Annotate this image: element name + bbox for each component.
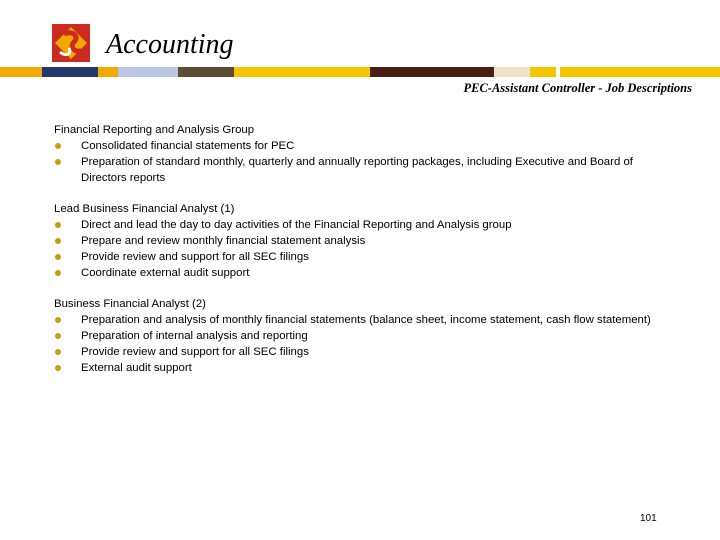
list-item xyxy=(54,138,674,154)
section-financial-reporting-group xyxy=(54,122,674,186)
list-item xyxy=(54,312,674,328)
bullet-icon xyxy=(55,349,61,355)
bullet-icon xyxy=(55,333,61,339)
bullet-icon xyxy=(55,317,61,323)
stripe-segment xyxy=(234,67,370,77)
bullet-list xyxy=(54,312,674,376)
page-number: 101 xyxy=(640,513,657,524)
list-item-text: Preparation of internal analysis and reporting xyxy=(81,330,308,342)
stripe-segment xyxy=(178,67,234,77)
bullet-icon xyxy=(55,270,61,276)
stripe-segment xyxy=(42,67,98,77)
stripe-segment xyxy=(530,67,556,77)
bullet-icon xyxy=(55,222,61,228)
section-lead-business-financial-analyst xyxy=(54,201,674,281)
page-subtitle: PEC-Assistant Controller - Job Descriptions xyxy=(463,81,692,95)
list-item-text: Consolidated financial statements for PEC xyxy=(81,140,295,152)
list-item xyxy=(54,154,674,186)
list-item xyxy=(54,360,674,376)
section-business-financial-analyst xyxy=(54,296,674,376)
color-stripe xyxy=(0,67,720,77)
bullet-icon xyxy=(55,365,61,371)
bullet-icon xyxy=(55,238,61,244)
job-descriptions xyxy=(54,122,674,391)
bullet-list xyxy=(54,138,674,186)
list-item xyxy=(54,328,674,344)
list-item-text: Coordinate external audit support xyxy=(81,267,250,279)
page-title: Accounting xyxy=(106,29,234,60)
list-item xyxy=(54,265,674,281)
list-item xyxy=(54,249,674,265)
stripe-segment xyxy=(0,67,42,77)
list-item xyxy=(54,217,674,233)
list-item-text: Provide review and support for all SEC filings xyxy=(81,346,309,358)
bullet-icon xyxy=(55,254,61,260)
list-item-text: Provide review and support for all SEC filings xyxy=(81,251,309,263)
bullet-list xyxy=(54,217,674,281)
list-item xyxy=(54,344,674,360)
stripe-segment xyxy=(98,67,118,77)
stripe-segment xyxy=(118,67,178,77)
list-item-text: External audit support xyxy=(81,362,192,374)
section-title: Lead Business Financial Analyst (1) xyxy=(54,203,235,215)
list-item-text: Preparation of standard monthly, quarterly and annually reporting packages, including Executive and Board of Directors reports xyxy=(81,156,633,184)
list-item xyxy=(54,233,674,249)
bullet-icon xyxy=(55,159,61,165)
company-logo xyxy=(52,24,90,62)
section-title: Financial Reporting and Analysis Group xyxy=(54,124,255,136)
list-item-text: Prepare and review monthly financial statement analysis xyxy=(81,235,366,247)
stripe-segment xyxy=(494,67,530,77)
section-title: Business Financial Analyst (2) xyxy=(54,298,206,310)
list-item-text: Direct and lead the day to day activities of the Financial Reporting and Analysis group xyxy=(81,219,512,231)
stripe-segment xyxy=(370,67,494,77)
stripe-segment xyxy=(560,67,720,77)
bullet-icon xyxy=(55,143,61,149)
list-item-text: Preparation and analysis of monthly financial statements (balance sheet, income statement, cash flow statement) xyxy=(81,314,651,326)
